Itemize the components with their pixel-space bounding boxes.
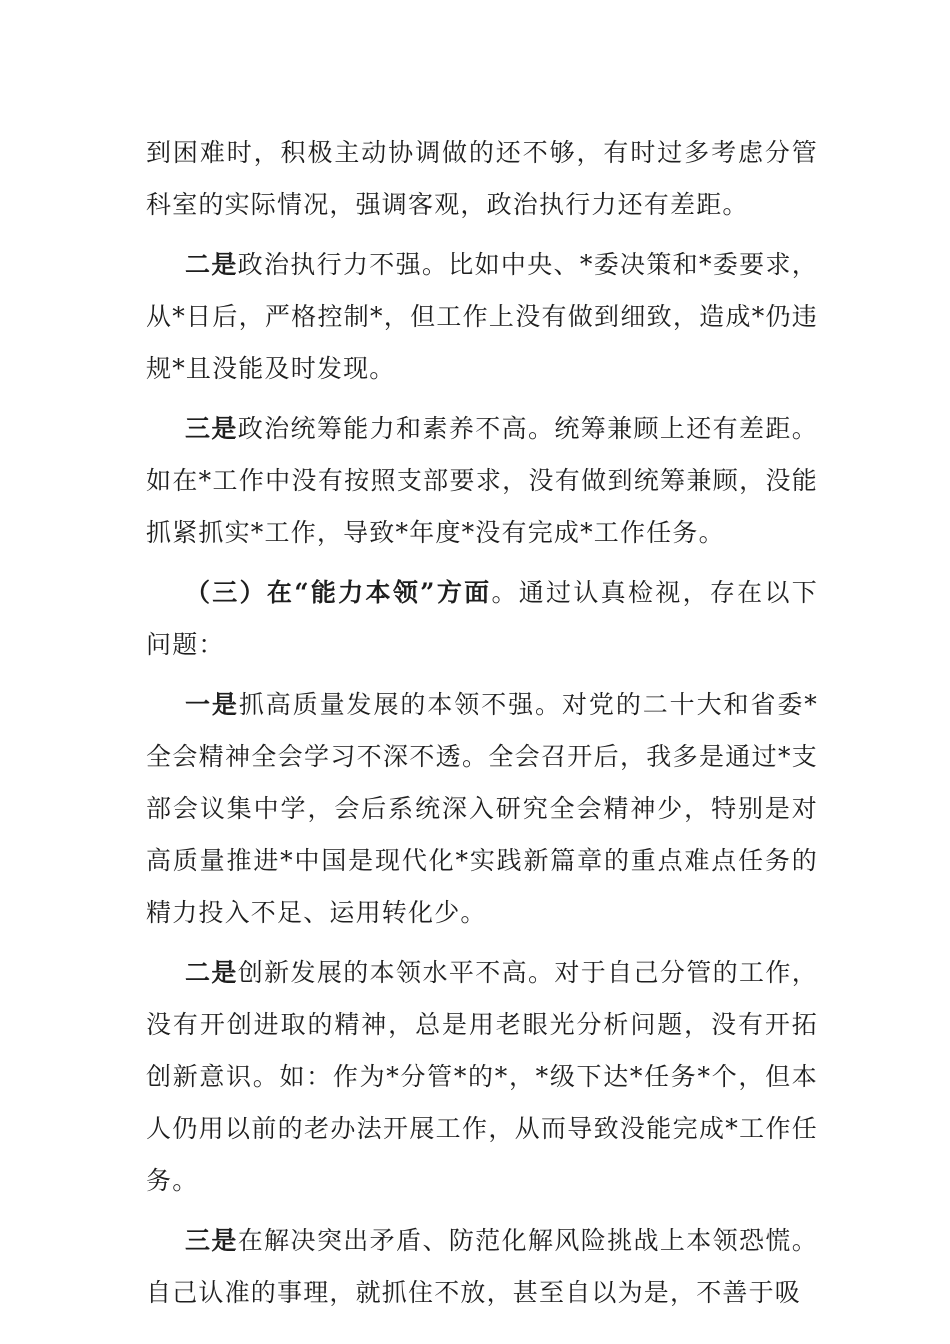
- paragraph-lead: 二是: [185, 958, 238, 987]
- paragraph-text: 在解决突出矛盾、防范化解风险挑战上本领恐慌。自己认准的事理，就抓住不放，甚至自以为是，不善于吸: [146, 1226, 818, 1307]
- paragraph-5: [146, 679, 818, 939]
- paragraph-lead: 一是: [185, 690, 239, 719]
- paragraph-text: 抓高质量发展的本领不强。对党的二十大和省委*全会精神全会学习不深不透。全会召开后，我多是通过*支部会议集中学，会后系统深入研究全会精神少，特别是对高质量推进*中国是现代化*实践新篇章的重点难点任务的精力投入不足、运用转化少。: [146, 690, 818, 927]
- paragraph-6: [146, 947, 818, 1207]
- paragraph-text: 到困难时，积极主动协调做的还不够，有时过多考虑分管科室的实际情况，强调客观，政治执行力还有差距。: [146, 138, 818, 219]
- paragraph-7: [146, 1215, 818, 1319]
- paragraph-lead: 三是: [185, 414, 238, 443]
- paragraph-text: 政治统筹能力和素养不高。统筹兼顾上还有差距。如在*工作中没有按照支部要求，没有做到统筹兼顾，没能抓紧抓实*工作，导致*年度*没有完成*工作任务。: [146, 414, 818, 547]
- paragraph-lead: 二是: [185, 250, 238, 279]
- paragraph-lead: 三是: [185, 1226, 238, 1255]
- section-heading-lead: （三）在“能力本领”方面: [185, 578, 492, 607]
- section-heading-ability: [146, 567, 818, 671]
- paragraph-3: [146, 403, 818, 559]
- paragraph-1: [146, 127, 818, 231]
- paragraph-text: 。通过认真检视，存在以下问题：: [146, 578, 818, 659]
- paragraph-text: 创新发展的本领水平不高。对于自己分管的工作，没有开创进取的精神，总是用老眼光分析问题，没有开拓创新意识。如：作为*分管*的*，*级下达*任务*个，但本人仍用以前的老办法开展工作，从而导致没能完成*工作任务。: [146, 958, 818, 1195]
- paragraph-2: [146, 239, 818, 395]
- paragraph-text: 政治执行力不强。比如中央、*委决策和*委要求，从*日后，严格控制*，但工作上没有做到细致，造成*仍违规*且没能及时发现。: [146, 250, 818, 383]
- document-body: [146, 127, 818, 1319]
